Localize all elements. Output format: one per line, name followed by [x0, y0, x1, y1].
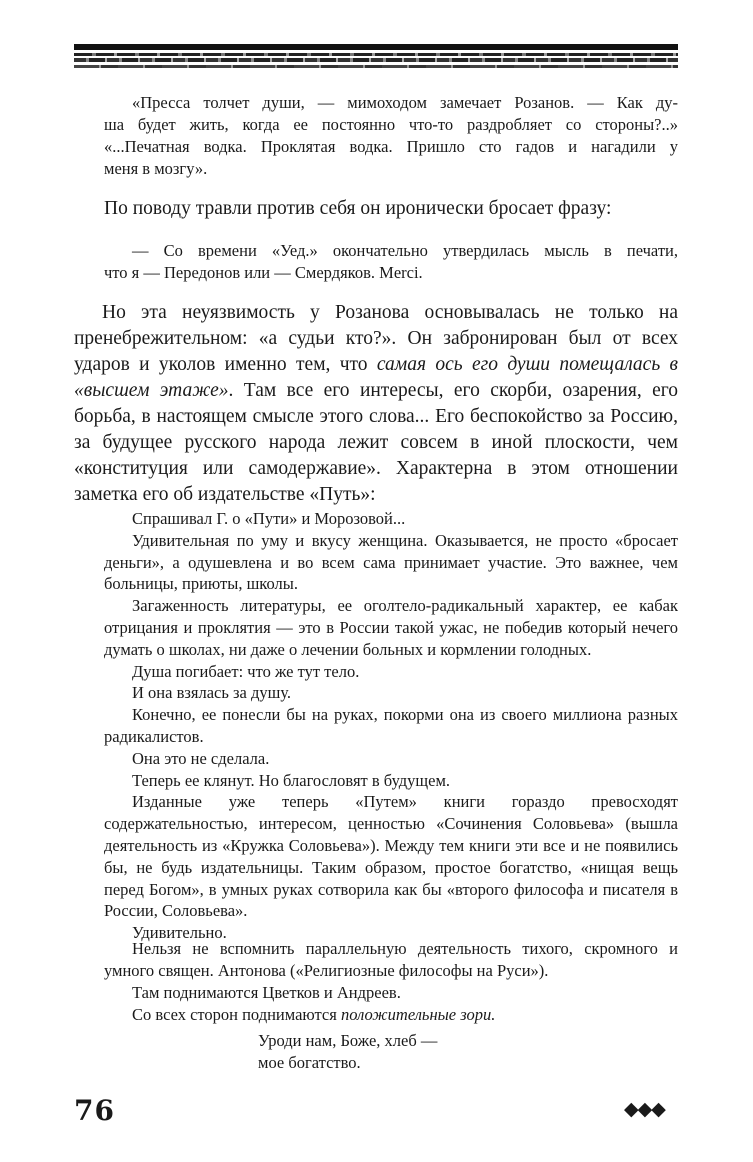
paragraph — [74, 196, 678, 222]
quote-paragraph: Удивительно. — [132, 923, 227, 943]
quote-paragraph: Удивительная по уму и вкусу женщина. Оказывается, не просто «бросает деньги», а одушевлена и во всем сама принимает участие. Это важнее, чем больницы, приюты, школы. — [104, 530, 678, 594]
quote-paragraph: Загаженность литературы, ее оголтело-радикальный характер, ее кабак отрицания и проклятия — это в России такой ужас, не победив который нечего думать о школах, ни даже о лечении больных и кормлении голодных. — [104, 596, 678, 659]
quote-paragraph: Спрашивал Г. о «Пути» и Морозовой... — [132, 509, 406, 528]
quote-paragraph: Она это не сделала. — [132, 748, 270, 768]
quote-paragraph: И она взялась за душу. — [132, 683, 292, 703]
paragraph-text-part: . Там все его интересы, его скорби, озарения, его борьба, в настоящем смысле этого слова... Его беспокойство за Россию, за будущее русского народа лежит совсем в иной плоскости, чем «конституция или самодержавие». Характерна в этом отношении заметка его об издательстве «Путь»: — [74, 380, 679, 505]
paragraph-text-part: Но эта неуязвимость у Розанова основывалась не только на пренебрежительном: «а судьи кто?». Он забронирован был от всех ударов и уколов именно тем, что — [74, 302, 678, 375]
quote-antonov — [104, 938, 678, 1026]
quote-line: меня в мозгу». — [104, 159, 208, 178]
quote-line: что я — Передонов или — Смердяков. Merci. — [104, 263, 423, 282]
quote-press — [104, 92, 678, 180]
quote-line: ша будет жить, когда ее постоянно что-то раздробляет со стороны?..» — [104, 115, 678, 134]
paragraph-text: По поводу травли против себя он иронически бросает фразу: — [104, 198, 612, 219]
poem-line: Уроди нам, Боже, хлеб — — [258, 1031, 438, 1050]
quote-paragraph: Нельзя не вспомнить параллельную деятельность тихого, скромного и умного священ. Антонова («Религиозные философы на Руси»). — [104, 939, 678, 980]
poem-excerpt — [258, 1030, 437, 1074]
quote-put — [104, 508, 678, 944]
quote-paragraph: Конечно, ее понесли бы на руках, покорми она из своего миллиона разных радикалистов. — [104, 705, 678, 746]
quote-line: «...Печатная водка. Проклятая водка. Пришло сто гадов и нагадили у — [104, 137, 678, 156]
quote-merci — [104, 240, 678, 284]
emphasis-text: самая ось его души помещалась в «высшем этаже» — [74, 354, 679, 401]
quote-paragraph: Там поднимаются Цветков и Андреев. — [132, 983, 401, 1002]
quote-paragraph: Теперь ее клянут. Но благословят в будущем. — [132, 770, 451, 790]
emphasis-text: положительные зори. — [340, 1005, 496, 1024]
quote-text-part: Со всех сторон поднимаются — [132, 1005, 341, 1024]
page-number: 76 — [74, 1094, 115, 1127]
header-rule — [74, 44, 678, 68]
poem-line: мое богатство. — [258, 1053, 361, 1072]
quote-paragraph: Изданные уже теперь «Путем» книги гораздо превосходят содержательностью, интересом, ценностью «Сочинения Соловьева» (вышла деятельность из «Кружка Соловьева»). Между тем книги эти все и не появились бы, не будь издательницы. Таким образом, простое богатство, «нищая вещь перед Богом», в умных руках сотворила как бы «второго философа и писателя в России, Соловьева». — [104, 792, 678, 921]
quote-line: — Со времени «Уед.» окончательно утвердилась мысль в печати, — [132, 241, 678, 260]
paragraph-text — [74, 300, 678, 508]
quote-paragraph — [104, 1004, 678, 1026]
quote-paragraph: Душа погибает: что же тут тело. — [132, 661, 360, 681]
quote-line: «Пресса толчет души, — мимоходом замечает Розанов. — Как ду- — [132, 93, 678, 112]
diamond-ornament-icon: ◆◆◆ — [624, 1098, 665, 1120]
paragraph — [74, 300, 678, 508]
